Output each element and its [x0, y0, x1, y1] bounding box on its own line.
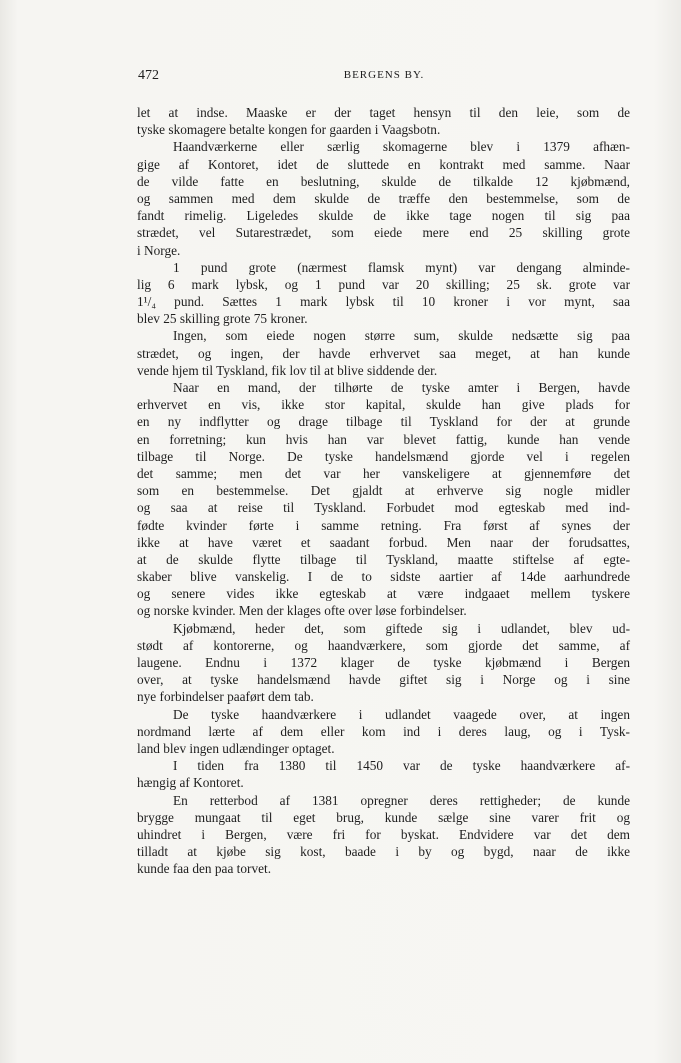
- text-line: I tiden fra 1380 til 1450 var de tyske haandværkere af-: [173, 758, 630, 774]
- text-line: nye forbindelser paaført dem tab.: [137, 689, 314, 705]
- text-line: det samme; men det var her vanskeligere at gjennemføre det: [137, 465, 630, 481]
- text-line: en ny indflytter og drage tilbage til Tyskland for der at grunde: [137, 414, 630, 430]
- text-line: Ingen, som eiede nogen større sum, skulde nedsætte sig paa: [173, 328, 630, 344]
- text-line: over, at tyske handelsmænd havde giftet sig i Norge og i sine: [137, 672, 630, 688]
- text-line: som en bestemmelse. Det gjaldt at erhverve sig nogle midler: [137, 483, 630, 499]
- text-line: tyske skomagere betalte kongen for gaarden i Vaagsbotn.: [137, 122, 441, 138]
- text-line: nordmand lærte af dem eller kom ind i deres laug, og i Tysk-: [137, 723, 630, 739]
- text-line: fødte kvinder førte i samme retning. Fra først af synes der: [137, 517, 630, 533]
- text-line: Haandværkerne eller særlig skomagerne blev i 1379 afhæn-: [173, 139, 630, 155]
- text-line: 1 pund grote (nærmest flamsk mynt) var dengang alminde-: [173, 259, 630, 275]
- text-line: De tyske haandværkere i udlandet vaagede over, at ingen: [173, 706, 630, 722]
- text-line: stødt af kontorerne, og haandværkere, som gjorde det samme, af: [137, 637, 630, 653]
- text-line: og sammen med dem skulde de træffe den bestemmelse, som de: [137, 190, 630, 206]
- text-line: kunde faa den paa torvet.: [137, 861, 272, 877]
- text-line: og senere vides ikke egteskab at være indgaaet mellem tyskere: [137, 586, 630, 602]
- text-line: tilbage til Norge. De tyske handelsmænd gjorde vel i regelen: [137, 448, 630, 464]
- page-header: [138, 68, 630, 88]
- text-line: skaber blive vanskelig. I de to sidste aartier af 14de aarhundrede: [137, 569, 630, 585]
- page-number: 472: [138, 68, 159, 83]
- text-line: hængig af Kontoret.: [137, 775, 244, 791]
- text-line: lig 6 mark lybsk, og 1 pund var 20 skilling; 25 sk. grote var: [137, 276, 630, 292]
- text-line: fandt rimelig. Ligeledes skulde de ikke tage nogen til sig paa: [137, 208, 630, 224]
- text-line: strædet, og ingen, der havde erhvervet saa meget, at han kunde: [137, 345, 630, 361]
- text-line: at de skulde flytte tilbage til Tyskland, maatte stiftelse af egte-: [137, 551, 630, 567]
- text-line: brygge mungaat til eget brug, kunde sælge sine varer frit og: [137, 809, 630, 825]
- text-line: de vilde fatte en beslutning, skulde de tilkalde 12 kjøbmænd,: [137, 173, 630, 189]
- text-line: laugene. Endnu i 1372 klager de tyske kjøbmænd i Bergen: [137, 655, 630, 670]
- text-line: gige af Kontoret, idet de sluttede en kontrakt med samme. Naar: [137, 156, 630, 172]
- text-line: En retterbod af 1381 opregner deres rettigheder; de kunde: [173, 792, 630, 808]
- text-line: en forretning; kun hvis han var blevet fattig, kunde han vende: [137, 431, 630, 447]
- text-line: og norske kvinder. Men der klages ofte over løse forbindelser.: [137, 603, 467, 619]
- text-line: strædet, vel Sutarestrædet, som eiede mere end 25 skilling grote: [137, 225, 630, 241]
- body-text: [137, 104, 630, 877]
- text-line: Kjøbmænd, heder det, som giftede sig i udlandet, blev ud-: [173, 620, 630, 636]
- text-line: erhvervet en vis, ikke stor kapital, skulde han give plads for: [137, 397, 630, 413]
- text-line: Naar en mand, der tilhørte de tyske amter i Bergen, havde: [173, 380, 630, 395]
- text-line: vende hjem til Tyskland, fik lov til at blive siddende der.: [137, 362, 438, 378]
- text-line: blev 25 skilling grote 75 kroner.: [137, 311, 308, 327]
- text-line: ikke at have været et saadant forbud. Men naar der forudsattes,: [137, 534, 630, 550]
- text-line: land blev ingen udlændinger optaget.: [137, 740, 335, 756]
- text-line: let at indse. Maaske er der taget hensyn til den leie, som de: [137, 105, 630, 120]
- text-line: i Norge.: [137, 242, 181, 258]
- running-title: BERGENS BY.: [343, 69, 425, 81]
- text-line: uhindret i Bergen, være fri for byskat. Endvidere var det dem: [137, 826, 630, 842]
- text-line: 1¹/₄ pund. Sættes 1 mark lybsk til 10 kroner i vor mynt, saa: [137, 294, 630, 310]
- text-line: og saa at reise til Tyskland. Forbudet mod egteskab med ind-: [137, 500, 630, 516]
- text-line: tilladt at kjøbe sig kost, baade i by og bygd, naar de ikke: [137, 844, 630, 860]
